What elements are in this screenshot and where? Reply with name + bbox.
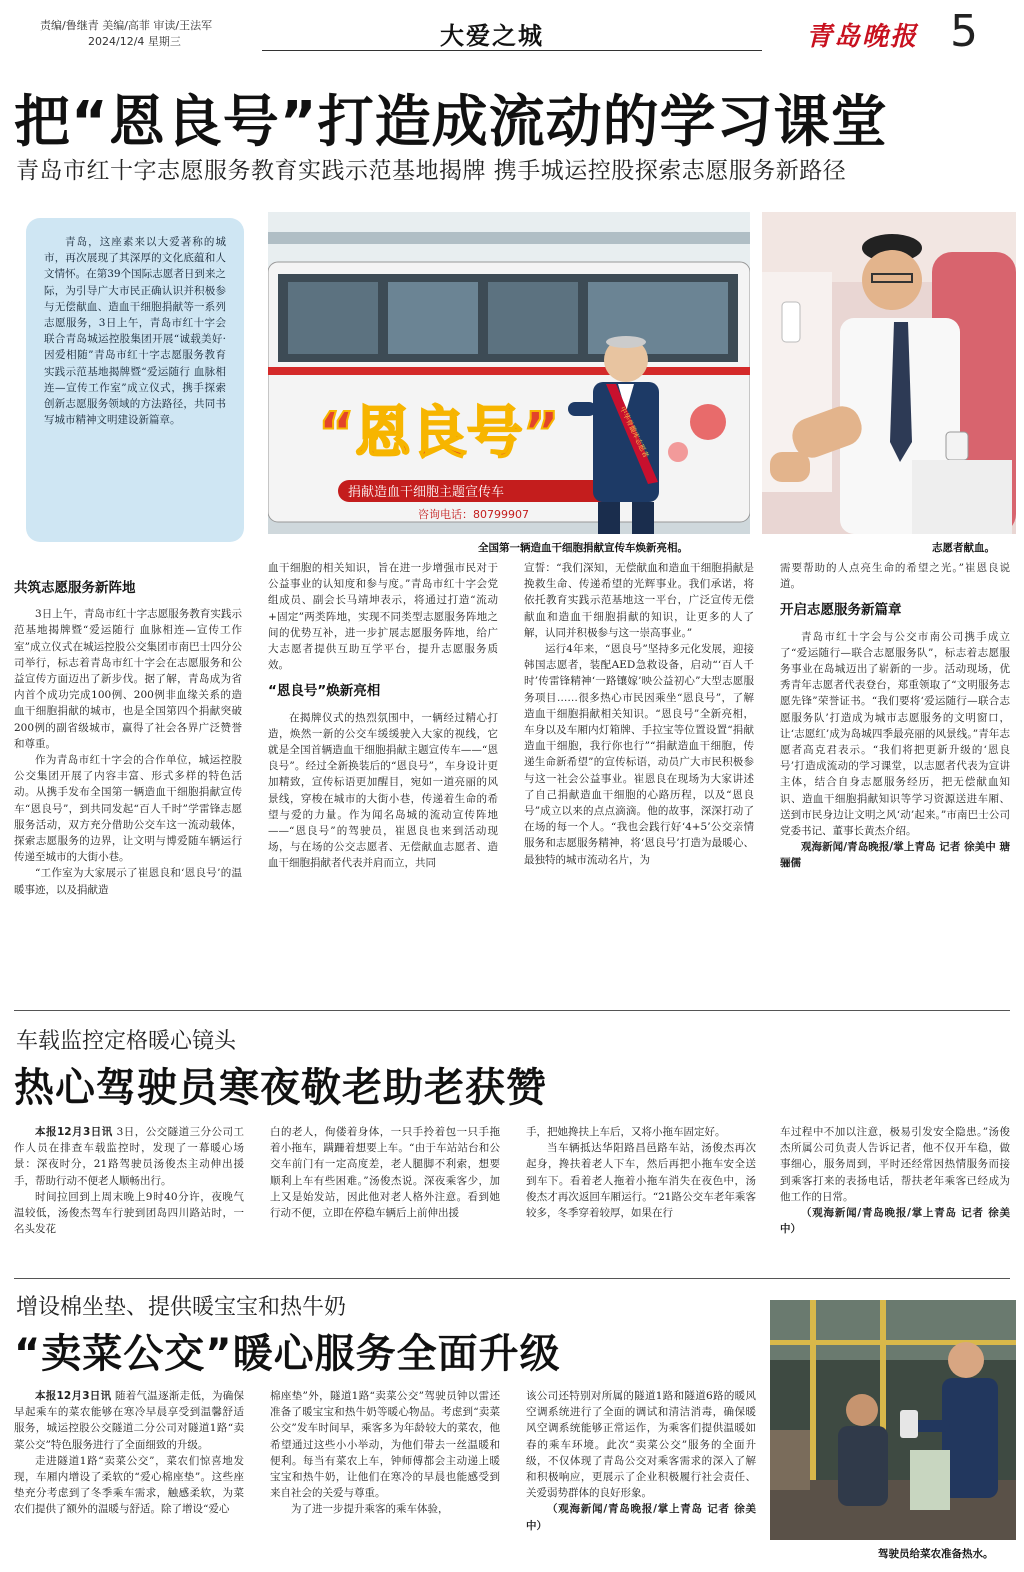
article2-headline: 热心驾驶员寒夜敬老助老获赞 [14,1065,547,1111]
bus-banner-text: 捐献造血干细胞主题宣传车 [348,485,505,500]
article1-heading-3: 开启志愿服务新篇章 [780,602,902,619]
article1-col1 [14,570,242,990]
article1-intro-box: 青岛，这座素来以大爱著称的城市，再次展现了其深厚的文化底蕴和人文情怀。在第39个国际志愿者日到来之际，为引导广大市民正确认识并积极参与无偿献血、造血干细胞捐献等一系列志愿服务，3日上午，青岛市红十字会联合青岛城运控股集团开展“诚载美好·因爱相随”青岛市红十字志愿服务教育实践示范基地揭牌暨“爱运随行 血脉相连—宣传工作室”成立仪式，携手探索创新志愿服务领域的方法路径，共同书写城市精神文明建设新篇章。 [26,218,244,542]
article2-col1-p1-text: 3日，公交隧道三分公司工作人员在排查车载监控时，发现了一幕暖心场景：深夜时分，21路驾驶员汤俊杰主动伸出援手，帮助行动不便老人顺畅出行。 [14,1126,244,1187]
article1-col3 [524,560,754,990]
article1-heading-2: “恩良号”焕新亮相 [268,683,381,700]
donor-photo [762,212,1016,534]
article2-col3-p2: 当车辆抵达华阳路昌邑路车站，汤俊杰再次起身，搀扶着老人下车，然后再把小拖车安全送到车下。看着老人拖着小拖车消失在夜色中，汤俊杰才再次返回车厢运行。“21路公交车老年乘客较多，冬季穿着较厚，如果在行 [526,1142,756,1220]
article3-lead: 本报12月3日讯 [35,1390,112,1402]
article1-credit: 观海新闻/青岛晚报/掌上青岛 记者 徐美中 瑭骊儒 [780,841,1010,870]
article1-col2-p1: 血干细胞的相关知识，旨在进一步增强市民对于公益事业的认知度和参与度。”青岛市红十字会党组成员、副会长马靖坤表示，将通过打造“流动+固定”两类阵地，实现不同类型志愿服务阵地之间的优势互补，进一步扩展志愿服务阵地，给广大志愿者提供互助互学平台，提升志愿服务质效。 [268,562,498,672]
article1-col3-p1: 宣誓：“我们深知，无偿献血和造血干细胞捐献是挽救生命、传递希望的光辉事业。我们承诺，将依托教育实践示范基地这一平台，广泛宣传无偿献血和造血干细胞捐献的知识，让更多的人了解，认同并积极参与这一崇高事业。” [524,562,754,639]
bus-interior-photo [770,1300,1016,1540]
article2-col1-p1 [14,1124,244,1189]
article1-heading-1: 共筑志愿服务新阵地 [14,580,136,596]
donor-photo-caption: 志愿者献血。 [932,542,995,554]
article2-kicker: 车载监控定格暖心镜头 [16,1029,237,1054]
divider-2 [14,1278,1010,1279]
article3-col1-p1-text: 随着气温逐渐走低，为确保早起乘车的菜农能够在寒冷早晨享受到温馨舒适服务，城运控股公交隧道二分公司对隧道1路“卖菜公交”特色服务进行了全面细致的升级。 [14,1390,244,1451]
article2-credit: （观海新闻/青岛晚报/掌上青岛 记者 徐美中） [780,1207,1010,1236]
article1-col2 [268,560,498,990]
article2-col3 [526,1124,756,1264]
date-line: 2024/12/4 星期三 [88,35,181,48]
article1-subhead: 青岛市红十字志愿服务教育实践示范基地揭牌 携手城运控股探索志愿服务新路径 [16,158,847,184]
sash-text: 中华骨髓库志愿者 [618,405,650,460]
bus-slogan-text: “恩良号” [318,401,560,466]
article3-col1-p1 [14,1388,244,1453]
article1-col2-p2: 在揭牌仪式的热烈氛围中，一辆经过精心打造，焕然一新的公交车缓缓驶入大家的视线，它就是全国首辆造血干细胞捐献主题宣传车——“恩良号”。经过全新换装后的“恩良号”，车身设计更加精致，宣传标语更加醒目，宛如一道亮丽的风景线，穿梭在城市的大街小巷，传递着生命的希望与爱的力量。作为闻名岛城的流动宣传阵地——“恩良号”的驾驶员，崔恩良也来到活动现场，与在场的公交志愿者、无偿献血志愿者、造血干细胞捐献者代表并肩而立，共同 [268,711,498,870]
article2-col4 [780,1124,1010,1264]
article2-col3-p1: 手，把她搀扶上车后，又将小拖车固定好。 [526,1126,726,1138]
article1-col1-p1: 3日上午，青岛市红十字志愿服务教育实践示范基地揭牌暨“爱运随行 血脉相连—宣传工作室”成立仪式在城运控股公交集团市南巴士四分公司举行，标志着青岛市红十字会在志愿服务和公益宣传方面迈出了新步伐。据了解，青岛成为省内首个成功完成100例、200例非血缘关系的造血干细胞捐献的城市，也是全国第四个捐献突破200例的副省级城市，赢得了社会各界广泛赞誉和尊重。 [14,608,242,750]
article3-headline: “卖菜公交”暖心服务全面升级 [14,1331,561,1377]
masthead [0,0,1024,62]
article1-headline: 把“恩良号”打造成流动的学习课堂 [14,90,888,155]
article3-col2-p1: 棉座垫”外，隧道1路“卖菜公交”驾驶员钟以雷还准备了暖宝宝和热牛奶等暖心物品。考虑到“卖菜公交”发车时间早，乘客多为年龄较大的菜农，他希望通过这些小小举动，为他们带去一丝温暖和便利。每当有菜农上车，钟师傅都会主动递上暖宝宝和热牛奶，让他们在寒冷的早晨也能感受到来自社会的关爱与尊重。 [270,1390,500,1500]
article1-col4 [780,560,1010,990]
article1-col3-p2: 运行4年来，“恩良号”坚持多元化发展，迎接韩国志愿者，装配AED急救设备，启动“‘百人千时’传雷锋精神‘一路镶嫁’映公益初心”大型志愿服务项目……很多热心市民因乘坐“恩良号”，了解造血干细胞捐献相关知识。“恩良号”全新亮相，车身以及车厢内灯箱牌、手拉宝等位置设置“捐献造血干细胞，我行你也行”“捐献造血干细胞，传递生命新希望”的宣传标语，动员广大市民积极参与这一社会公益事业。崔恩良在现场为大家讲述了自己捐献造血干细胞的心路历程，以及“恩良号”成立以来的点点滴滴。他的故事，深深打动了在场的每一个人。“我也会践行好‘4+5’公交亲情服务和志愿服务精神，将‘恩良号’打造为最暖心、最独特的城市流动名片，为 [524,643,754,866]
article3-col1 [14,1388,244,1568]
page-number: 5 [950,6,978,57]
article3-credit: （观海新闻/青岛晚报/掌上青岛 记者 徐美中） [526,1503,756,1532]
article1-col4-p1: 需要帮助的人点亮生命的希望之光。”崔恩良说道。 [780,562,1010,591]
article3-col2-p2: 为了进一步提升乘客的乘车体验， [291,1503,449,1516]
article2-col1-p2: 时间拉回到上周末晚上9时40分许，夜晚气温较低，汤俊杰驾车行驶到团岛四川路站时，一名头发花 [14,1190,244,1236]
bus-interior-photo-caption: 驾驶员给菜农准备热水。 [878,1548,994,1560]
article1-col1-p2: 作为青岛市红十字会的合作单位，城运控股公交集团开展了内容丰富、形式多样的特色活动。从携手发布全国第一辆造血干细胞捐献宣传车“恩良号”，到共同发起“百人千时”学雷锋志愿服务活动，双方充分借助公交车这一流动载体，探索志愿服务的边界，让文明与博爱随车辆运行传递至城市的大街小巷。 [14,754,242,864]
article2-col2 [270,1124,500,1264]
divider-1 [14,1010,1010,1011]
article2-lead: 本报12月3日讯 [35,1126,113,1138]
article3-col3-p1: 该公司还特别对所属的隧道1路和隧道6路的暖风空调系统进行了全面的调试和清洁消毒，确保暖风空调系统能够正常运作，为乘客们提供温暖如春的乘车环境。此次“卖菜公交”服务的全面升级，不仅体现了青岛公交对乘客需求的深入了解和积极响应，更展示了企业积极履行社会责任、关爱弱势群体的良好形象。 [526,1390,756,1500]
newspaper-logo: 青岛晚报 [806,22,919,52]
masthead-rule [262,50,762,51]
article2-col4-p1: 车过程中不加以注意，极易引发安全隐患。”汤俊杰所属公司负责人告诉记者，他不仅开车稳，做事细心，服务周到，平时还经常因热情服务而接到乘客打来的表扬电话，帮扶老年乘客已经成为他工作的日常。 [780,1126,1010,1203]
bus-photo [268,212,750,534]
article2-col2-p1: 白的老人，佝偻着身体，一只手拎着包一只手拖着小拖车，蹒跚着想要上车。“由于车站站台和公交车前门有一定高度差，老人腿脚不利索，想要顺利上车有些困难。”汤俊杰说。深夜乘客少，加上又是始发站，因此他对老人格外注意。看到她行动不便，立即在停稳车辆后上前伸出援 [270,1126,500,1220]
article3-col1-p2: 走进隧道1路“卖菜公交”，菜农们惊喜地发现，车厢内增设了柔软的“爱心棉座垫”。这些座垫充分考虑到了冬季乘车需求，触感柔软，为菜农们提供了额外的温暖与舒适。除了增设“爱心 [14,1454,244,1516]
article3-kicker: 增设棉坐垫、提供暖宝宝和热牛奶 [16,1295,347,1320]
bus-phone-text: 咨询电话：80799907 [418,508,529,521]
article1-col1-p3: “工作室为大家展示了崔恩良和‘恩良号’的温暖事迹，以及捐献造 [14,867,242,896]
article3-col3 [526,1388,756,1568]
editor-info [40,18,212,50]
editors-line: 责编/鲁继青 美编/高菲 审读/王法军 [40,19,213,32]
article1-col4-p2: 青岛市红十字会与公交市南公司携手成立了“爱运随行—联合志愿服务队”，标志着志愿服务事业在岛城迈出了崭新的一步。活动现场，优秀青年志愿者代表登台，郑重领取了“文明服务志愿先锋”荣誉证书。“我们要将‘爱运随行—联合志愿服务队’打造成为城市志愿服务的文明窗口，让‘志愿红’成为岛城四季最亮丽的风景线。”青年志愿者高克君表示。“我们将把更新升级的‘恩良号’打造成流动的学习课堂，以志愿者代表为宣讲主体，结合自身志愿服务经历，把无偿献血知识、造血干细胞捐献知识等学习资源送进车厢、送到市民身边让文明之风‘动’起来。”市南巴士公司党委书记、董事长黄杰介绍。 [780,630,1010,838]
section-title: 大爱之城 [440,22,544,50]
article2-col1 [14,1124,244,1264]
article3-col2 [270,1388,500,1568]
bus-photo-caption: 全国第一辆造血干细胞捐献宣传车焕新亮相。 [478,542,688,554]
